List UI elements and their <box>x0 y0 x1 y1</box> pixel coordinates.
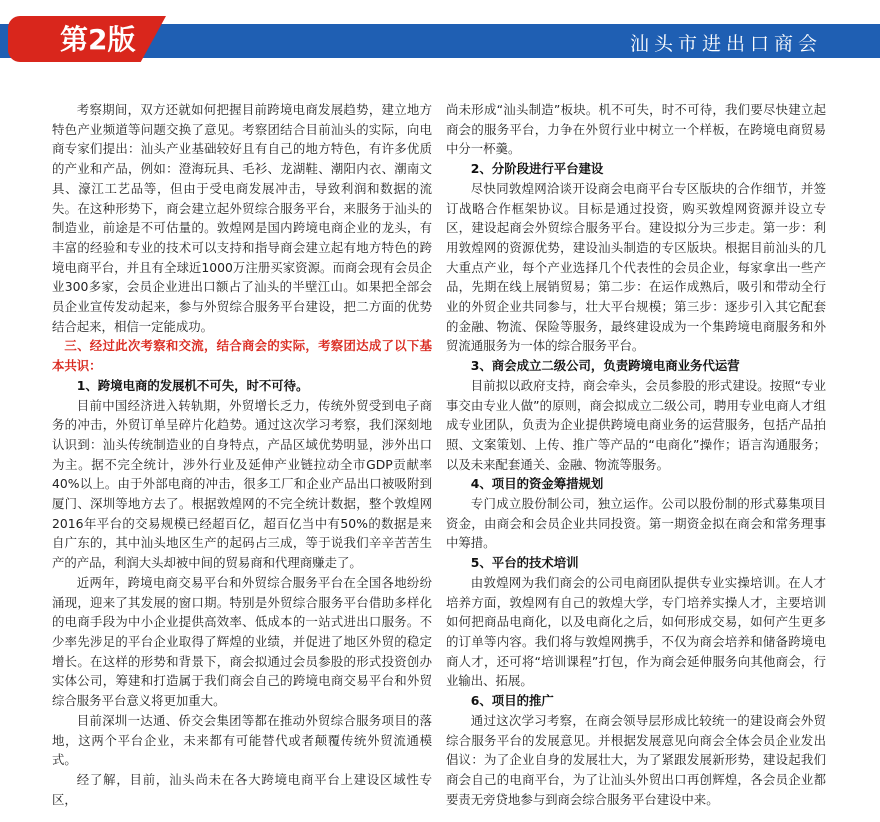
subheading: 6、项目的推广 <box>470 693 554 709</box>
paragraph: 通过这次学习考察，在商会领导层形成比较统一的建设商会外贸综合服务平台的发展意见。并根据发展意见向商会全体会员企业发出倡议：为了企业自身的发展壮大，为了紧跟发展新形势，建设起我们商会自己的电商平台，为了让汕头外贸出口再创辉煌，各会员企业都要责无旁贷地参与到商会综合服务平台建设中来。 <box>446 712 826 807</box>
paragraph: 考察期间，双方还就如何把握目前跨境电商发展趋势，建立地方特色产业频道等问题交换了意见。考察团结合目前汕头的实际，向电商专家们提出：汕头产业基础较好且有自己的地方特色，有许多优质的产业和产品，例如：澄海玩具、毛衫、龙湖鞋、潮阳内衣、潮南文具、濠江工艺品等，但由于受电商发展冲击，导致利润和数据的流失。在这种形势下，商会建立起外贸综合服务平台，来服务于汕头的制造业，前途是不可估量的。敦煌网是国内跨境电商企业的龙头，有丰富的经验和专业的技术可以支持和指导商会建立起有地方特色的跨境电商平台，并且有全球近1000万注册买家资源。而商会现有会员企业300多家，会员企业进出口额占了汕头的半壁江山。如果把全部会员企业宣传发动起来，参与外贸综合服务平台建设，把二方面的优势结合起来，相信一定能成功。 <box>52 102 432 334</box>
paragraph: 目前深圳一达通、侨交会集团等都在推动外贸综合服务项目的落地，这两个平台企业，未来都有可能替代或者颠覆传统外贸流通模式。 <box>52 712 432 768</box>
paragraph: 专门成立股份制公司，独立运作。公司以股份制的形式募集项目资金，由商会和会员企业共同投资。第一期资金拟在商会和常务理事中筹措。 <box>446 496 826 551</box>
subheading: 3、商会成立二级公司，负责跨境电商业务代运营 <box>470 358 740 374</box>
subheading: 4、项目的资金筹措规划 <box>470 476 604 492</box>
article-left-column <box>52 100 432 809</box>
article-right-column <box>446 100 826 809</box>
paragraph: 尽快同敦煌网洽谈开设商会电商平台专区版块的合作细节，并签订战略合作框架协议。目标是通过投资，购买敦煌网资源并设立专区，建设起商会外贸综合服务平台。建设拟分为三步走。第一步：利用敦煌网的资源优势，建设汕头制造的专区版块。根据目前汕头的几大重点产业，每个产业选择几个代表性的会员企业，每家拿出一些产品，先期在线上展销贸易；第二步：在运作成熟后，吸引和带动全行业的外贸企业共同参与，壮大平台规模；第三步：逐步引入其它配套的金融、物流、保险等服务，最终建设成为一个集跨境电商服务和外贸流通服务为一体的综合服务平台。 <box>446 180 826 354</box>
paragraph: 近两年，跨境电商交易平台和外贸综合服务平台在全国各地纷纷涌现，迎来了其发展的窗口期。特别是外贸综合服务平台借助多样化的电商手段为中小企业提供高效率、低成本的一站式进出口服务。不少率先涉足的平台企业取得了辉煌的业绩，并促进了地区外贸的稳定增长。在这样的形势和背景下，商会拟通过会员参股的形式投资创办实体公司，筹建和打造属于我们商会自己的跨境电商交易平台和外贸综合服务平台意义将更加重大。 <box>52 574 432 709</box>
paragraph: 目前拟以政府支持，商会牵头，会员参股的形式建设。按照“专业事交由专业人做”的原则，商会拟成立二级公司，聘用专业电商人才组成专业团队，负责为企业提供跨境电商业务的运营服务，包括产品拍照、文案策划、上传、推广等产品的“电商化”操作；语言沟通服务；以及未来配套通关、金融、物流等服务。 <box>446 377 826 472</box>
page-banner <box>0 0 880 66</box>
paragraph: 尚未形成“汕头制造”板块。机不可失，时不可待，我们要尽快建立起商会的服务平台，力争在外贸行业中树立一个样板，在跨境电商贸易中分一杯羹。 <box>446 102 826 157</box>
paragraph: 目前中国经济进入转轨期，外贸增长乏力，传统外贸受到电子商务的冲击，外贸订单呈碎片化趋势。通过这次学习考察，我们深刻地认识到：汕头传统制造业的自身特点，产品区域优势明显，涉外出口为主。据不完全统计，涉外行业及延伸产业链拉动全市GDP贡献率40%以上。由于外部电商的冲击，很多工厂和企业产品出口被吸附到厦门、深圳等地方去了。根据敦煌网的不完全统计数据，整个敦煌网2016年平台的交易规模已经超百亿，超百亿当中有50%的数据是来自广东的，其中汕头地区生产的起码占三成，等于说我们辛辛苦苦生产的产品，利润大头却被中间的贸易商和代理商赚走了。 <box>52 397 432 571</box>
paragraph: 由敦煌网为我们商会的公司电商团队提供专业实操培训。在人才培养方面，敦煌网有自己的敦煌大学，专门培养实操人才，主要培训如何把商品电商化，以及电商化之后，如何形成交易，如何产生更多的订单等内容。我们将与敦煌网携手，不仅为商会培养和储备跨境电商人才，还可将“培训课程”打包，作为商会延伸服务向其他商会，行业输出、拓展。 <box>446 574 826 689</box>
subheading: 2、分阶段进行平台建设 <box>470 161 604 177</box>
subheading: 5、平台的技术培训 <box>470 555 579 571</box>
paragraph: 经了解，目前，汕头尚未在各大跨境电商平台上建设区域性专区， <box>52 771 432 807</box>
issue-label: 第2版 <box>60 23 136 56</box>
section-heading: 三、经过此次考察和交流，结合商会的实际，考察团达成了以下基本共识： <box>52 338 432 374</box>
subheading: 1、跨境电商的发展机不可失，时不可待。 <box>76 377 309 393</box>
organization-name: 汕头市进出口商会 <box>629 33 822 55</box>
